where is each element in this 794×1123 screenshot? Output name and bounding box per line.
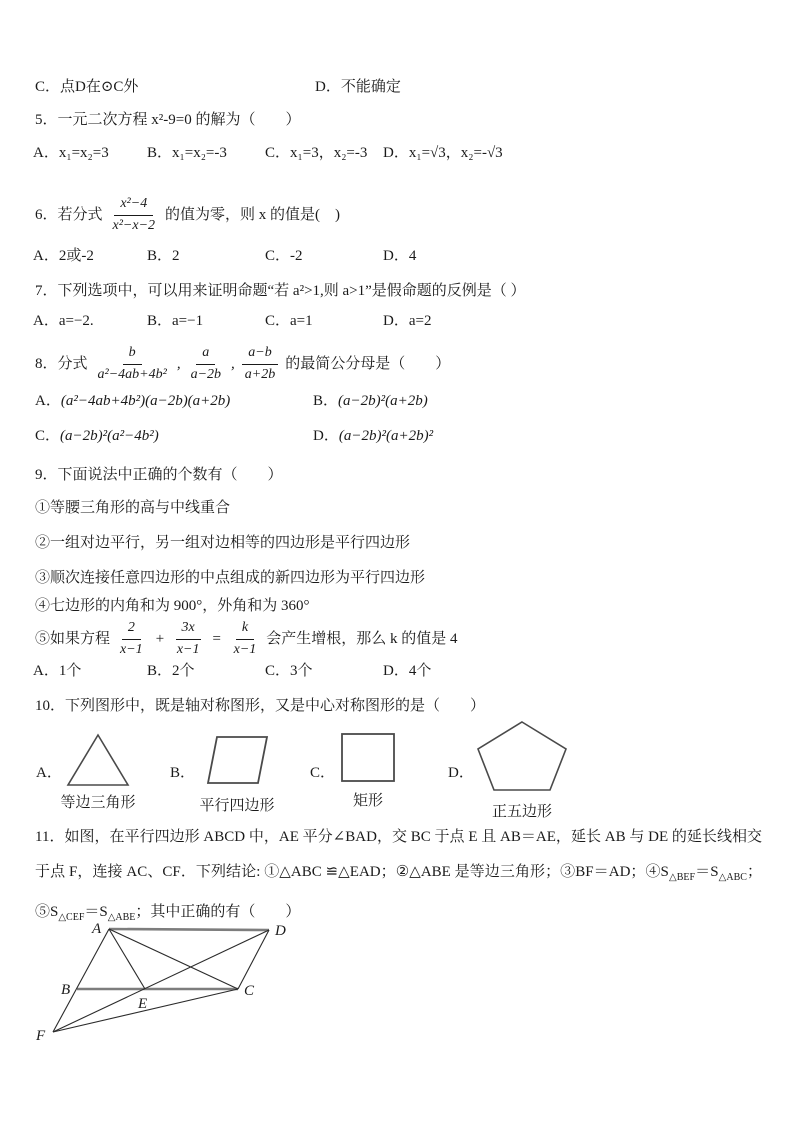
option-d: D．a=2 <box>383 313 432 329</box>
shape-caption: 正五边形 <box>491 804 553 820</box>
question-5-options <box>33 144 773 163</box>
option-a-letter: A． <box>36 765 62 781</box>
statement-4: ④七边形的内角和为 900°，外角和为 360° <box>35 598 310 614</box>
equilateral-triangle-shape <box>66 733 130 787</box>
option-b: B．2 <box>147 248 180 264</box>
option-a: A．1个 <box>33 663 82 679</box>
fraction: $\frac{\text{x²−4}}{\text{x²−x−2}}$ <box>112 195 156 233</box>
fraction: $\frac{2}{x-1}$ <box>120 619 143 657</box>
option-a: A．(a²−4ab+4b²)(a−2b)(a+2b) <box>35 393 231 409</box>
option-d-letter: D． <box>448 765 474 781</box>
option-d: D．4 <box>383 248 417 264</box>
fraction: $\frac{a}{a-2b}$ <box>190 344 222 382</box>
shape-caption: 平行四边形 <box>199 798 275 814</box>
vertex-label-A: A <box>92 921 102 937</box>
shape-caption: 等边三角形 <box>60 795 136 811</box>
line-AF <box>53 929 109 1032</box>
option-c: C．(a−2b)²(a²−4b²) <box>35 427 159 444</box>
option-d: D．x₁=√3，x₂=-√3 <box>383 145 503 161</box>
statement-1: ①等腰三角形的高与中线重合 <box>35 500 231 516</box>
parallelogram-figure <box>30 916 310 1051</box>
statement-2: ②一组对边平行，另一组对边相等的四边形是平行四边形 <box>35 535 411 551</box>
option-c: C．点D在⊙C外 <box>35 79 139 95</box>
option-b: B．a=−1 <box>147 313 204 329</box>
parallelogram-shape <box>206 735 270 785</box>
option-b-letter: B． <box>170 765 196 781</box>
fraction: $\frac{3x}{x-1}$ <box>176 619 200 657</box>
option-c: C．3个 <box>265 663 313 679</box>
option-b: B．x₁=x₂=-3 <box>147 145 227 161</box>
side-AD <box>109 929 269 930</box>
statement-3: ③顺次连接任意四边形的中点组成的新四边形为平行四边形 <box>35 570 426 586</box>
question-7-options <box>33 312 773 331</box>
statement-5: ⑤如果方程 $\frac{2}{x-1}$ + $\frac{3x}{x-1}$ = $\frac{k}{x-1}$ 会产生增根，那么 k 的值是 4 <box>35 614 458 664</box>
line-FD <box>53 930 269 1032</box>
question-9-stem: 9．下面说法中正确的个数有（ ） <box>35 467 283 483</box>
option-d: D．4个 <box>383 663 432 679</box>
rectangle-shape <box>340 732 396 783</box>
question-9-options <box>33 662 773 681</box>
question-10-stem: 10．下列图形中，既是轴对称图形，又是中心对称图形的是（ ） <box>35 698 486 714</box>
option-c: C．a=1 <box>265 313 313 329</box>
vertex-label-B: B <box>61 982 71 998</box>
fraction: $\frac{k}{x-1}$ <box>233 619 257 657</box>
option-a: A．a=−2. <box>33 313 94 329</box>
option-b: B．2个 <box>147 663 195 679</box>
subscript: △CEF <box>58 912 85 923</box>
question-11-stem: 11．如图，在平行四边形 ABCD 中，AE 平分∠BAD，交 BC 于点 E 且 AB＝AE，延长 AB 与 DE 的延长线相交于点 F，连接 AC、CF．下列结论: ①△ABC ≌△EAD；②△ABE 是等边三角形；③BF＝AD；$④S_{\triangle BEF}=S_{\triangle ABC}$；$⑤S_{\triangle CEF}=S_{\triangle ABE}$；其中正确的有（ ） <box>35 829 762 923</box>
vertex-label-E: E <box>138 996 148 1012</box>
question-8-options <box>35 392 775 446</box>
question-6-stem: 6．若分式 $\frac{\text{x²−4}}{\text{x²−x−2}}$ 的值为零，则 x 的值是( ) <box>35 186 340 244</box>
question-6-options <box>33 247 773 266</box>
option-a: A．x₁=x₂=3 <box>33 145 109 161</box>
option-a: A．2或-2 <box>33 248 94 264</box>
question-7-stem: 7．下列选项中，可以用来证明命题“若 a²>1,则 a>1”是假命题的反例是（ ） <box>35 283 526 299</box>
side-DC <box>238 930 269 989</box>
option-d: D．不能确定 <box>315 79 401 95</box>
vertex-label-C: C <box>244 983 255 999</box>
option-b: B．(a−2b)²(a+2b) <box>313 393 428 409</box>
line-AC <box>109 929 238 989</box>
fraction: $\frac{a-b}{a+2b}$ <box>239 344 281 385</box>
option-c: C．-2 <box>265 248 303 264</box>
vertex-label-F: F <box>36 1028 46 1044</box>
option-c: C．x₁=3，x₂=-3 <box>265 145 368 161</box>
vertex-label-D: D <box>275 923 286 939</box>
option-d: D．(a−2b)²(a+2b)² <box>313 427 434 444</box>
shape-caption: 矩形 <box>352 793 384 809</box>
subscript: △BEF <box>668 872 696 883</box>
question-8-stem: 8．分式 $\frac{b}{\text{a²−4ab+4b²}}$ , $\frac{a}{a-2b}$ , $\frac{a-b}{a+2b}$ 的最简公分母是（ ） <box>35 336 450 392</box>
fraction: $\frac{b}{\text{a²−4ab+4b²}}$ <box>97 344 167 382</box>
subscript: △ABE <box>107 912 136 923</box>
line-AE <box>109 929 145 989</box>
regular-pentagon-shape <box>477 720 569 793</box>
option-c-letter: C． <box>310 765 336 781</box>
subscript: △ABC <box>718 872 747 883</box>
question-5-stem: 5．一元二次方程 x²-9=0 的解为（ ） <box>35 112 301 128</box>
